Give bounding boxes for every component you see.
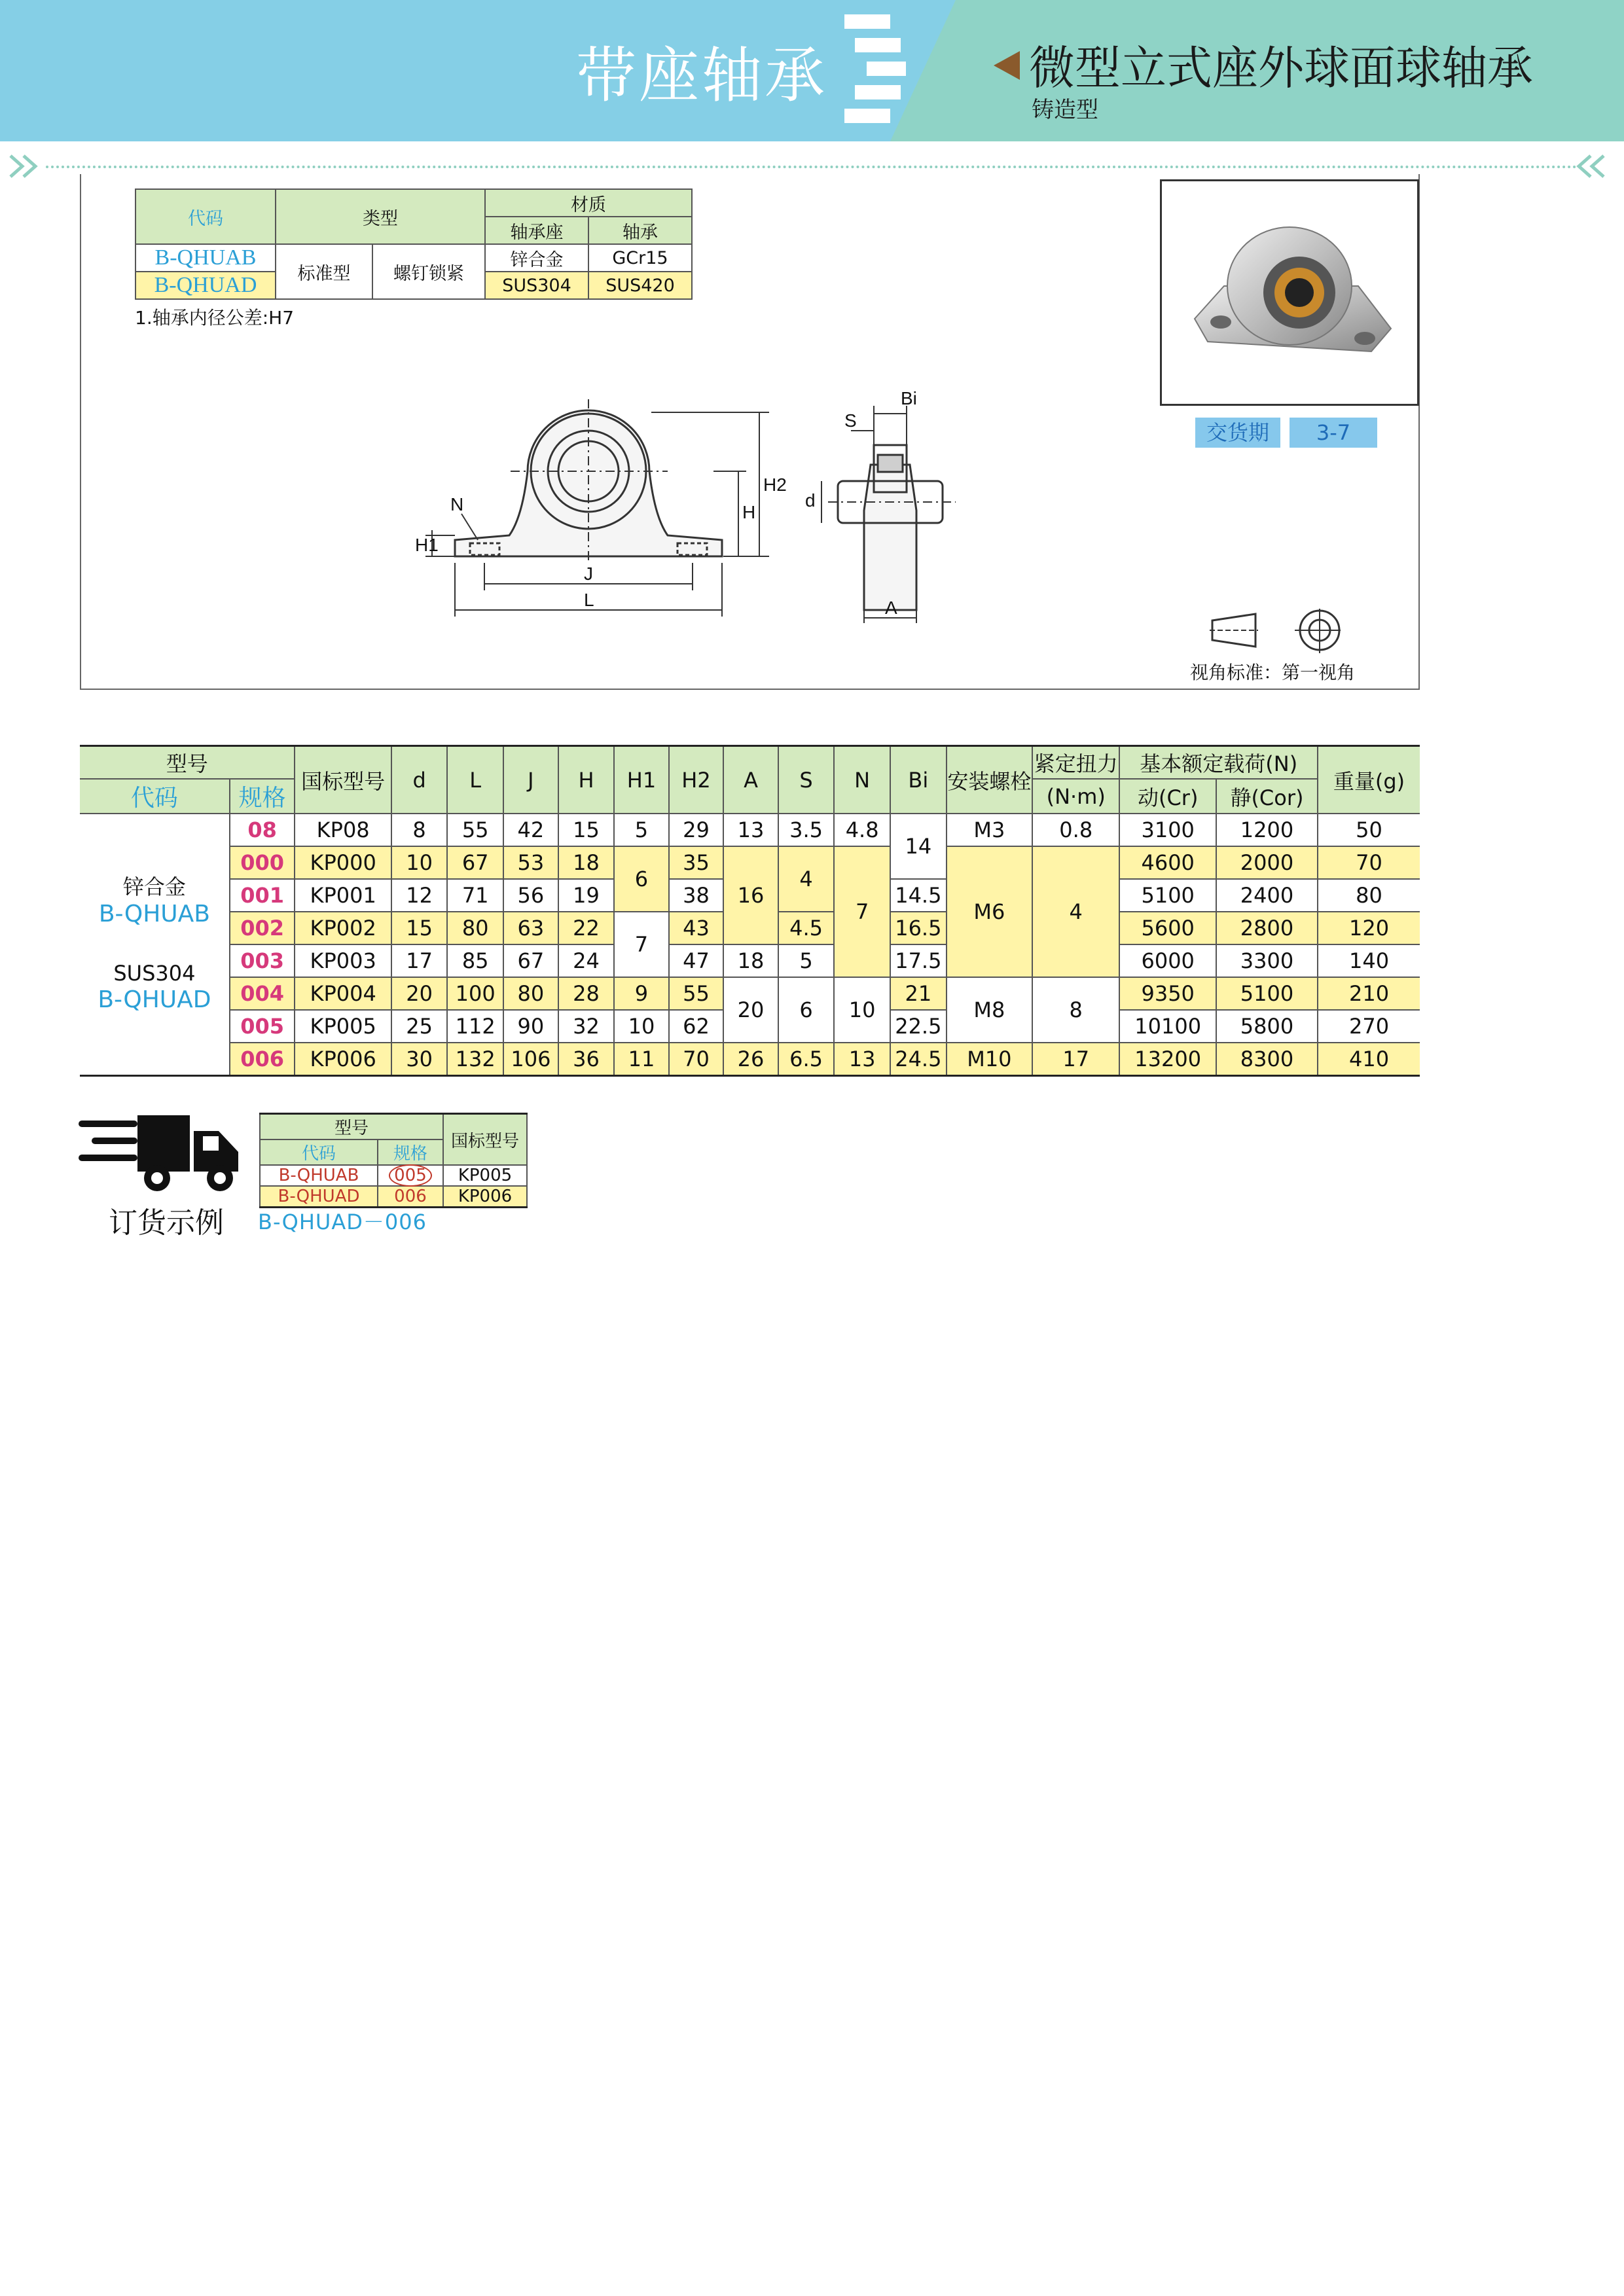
th-model: 型号 bbox=[80, 746, 295, 780]
cell-Bi: 21 bbox=[890, 977, 947, 1010]
order-gb-cell: KP006 bbox=[443, 1186, 527, 1208]
cell-J: 56 bbox=[503, 879, 558, 912]
cell-cor: 2400 bbox=[1216, 879, 1318, 912]
cell-L: 80 bbox=[447, 912, 503, 944]
cell-J: 63 bbox=[503, 912, 558, 944]
cell-J: 42 bbox=[503, 814, 558, 846]
dim-label-Bi: Bi bbox=[901, 388, 917, 408]
th-H1: H1 bbox=[614, 746, 669, 814]
order-code-cell: B-QHUAD bbox=[260, 1186, 378, 1208]
th-d: d bbox=[391, 746, 447, 814]
cell-H1: 11 bbox=[614, 1043, 669, 1076]
cell-gb: KP004 bbox=[295, 977, 391, 1010]
cell-cr: 5100 bbox=[1119, 879, 1216, 912]
cell-Bi: 14.5 bbox=[890, 879, 947, 912]
cell-H: 22 bbox=[558, 912, 614, 944]
double-chevron-right-icon bbox=[7, 152, 46, 181]
cell-cor: 2000 bbox=[1216, 846, 1318, 879]
cell-H: 32 bbox=[558, 1010, 614, 1043]
cell-size: 001 bbox=[230, 879, 295, 912]
dim-label-J: J bbox=[584, 564, 593, 584]
order-size-cell bbox=[378, 1165, 443, 1186]
group-material-zinc: 锌合金 bbox=[122, 874, 186, 900]
cell-L: 55 bbox=[447, 814, 503, 846]
cell-cr: 10100 bbox=[1119, 1010, 1216, 1043]
spec-header-code: 代码 bbox=[135, 189, 276, 244]
cell-torque: 8 bbox=[1032, 977, 1119, 1043]
order-size-selected: 005 bbox=[389, 1164, 432, 1187]
spec-type-standard: 标准型 bbox=[276, 244, 372, 299]
cell-bolt: M8 bbox=[947, 977, 1032, 1043]
first-angle-projection-icon bbox=[1210, 609, 1341, 655]
order-header-size: 规格 bbox=[378, 1139, 443, 1165]
cell-L: 132 bbox=[447, 1043, 503, 1076]
th-L: L bbox=[447, 746, 503, 814]
cell-weight: 410 bbox=[1318, 1043, 1420, 1076]
cell-A: 26 bbox=[723, 1043, 778, 1076]
th-size: 规格 bbox=[230, 779, 295, 814]
cell-H2: 35 bbox=[669, 846, 724, 879]
cell-S: 5 bbox=[778, 944, 835, 977]
order-size-cell: 006 bbox=[378, 1186, 443, 1208]
cell-torque: 17 bbox=[1032, 1043, 1119, 1076]
order-code-cell: B-QHUAB bbox=[260, 1165, 378, 1186]
cell-cor: 2800 bbox=[1216, 912, 1318, 944]
th-J: J bbox=[503, 746, 558, 814]
th-dyn: 动(Cr) bbox=[1119, 779, 1216, 814]
spec-code-cell: B-QHUAD bbox=[135, 272, 276, 299]
th-N: N bbox=[834, 746, 890, 814]
delivery-truck-icon bbox=[79, 1109, 242, 1194]
cell-gb: KP005 bbox=[295, 1010, 391, 1043]
cell-H2: 62 bbox=[669, 1010, 724, 1043]
order-header-model: 型号 bbox=[260, 1114, 443, 1140]
order-example-label: 订货示例 bbox=[109, 1206, 224, 1240]
cell-S: 6 bbox=[778, 977, 835, 1043]
cell-H2: 43 bbox=[669, 912, 724, 944]
cell-bolt: M10 bbox=[947, 1043, 1032, 1076]
cell-J: 53 bbox=[503, 846, 558, 879]
title-arrow-icon bbox=[994, 51, 1020, 80]
delivery-label: 交货期 bbox=[1195, 418, 1280, 448]
group-code-a: B-QHUAB bbox=[98, 900, 210, 927]
cell-A: 20 bbox=[723, 977, 778, 1043]
cell-A: 16 bbox=[723, 846, 778, 944]
th-H: H bbox=[558, 746, 614, 814]
th-load: 基本额定载荷(N) bbox=[1119, 746, 1318, 780]
spec-bearing-cell: GCr15 bbox=[588, 244, 692, 272]
dim-label-d: d bbox=[805, 490, 816, 511]
cell-size: 000 bbox=[230, 846, 295, 879]
cell-weight: 140 bbox=[1318, 944, 1420, 977]
cell-cr: 9350 bbox=[1119, 977, 1216, 1010]
cell-cor: 5100 bbox=[1216, 977, 1318, 1010]
dim-label-H: H bbox=[742, 502, 756, 522]
dim-label-L: L bbox=[584, 590, 594, 610]
dimension-drawing bbox=[393, 367, 1008, 628]
cell-H2: 47 bbox=[669, 944, 724, 977]
th-weight: 重量(g) bbox=[1318, 746, 1420, 814]
delivery-value: 3-7 bbox=[1290, 418, 1377, 448]
cell-weight: 120 bbox=[1318, 912, 1420, 944]
spec-housing-cell: SUS304 bbox=[485, 272, 588, 299]
cell-H1: 9 bbox=[614, 977, 669, 1010]
spec-header-bearing: 轴承 bbox=[588, 217, 692, 244]
cell-size: 006 bbox=[230, 1043, 295, 1076]
cell-H: 24 bbox=[558, 944, 614, 977]
page-title: 微型立式座外球面球轴承 bbox=[1029, 41, 1533, 95]
cell-A: 13 bbox=[723, 814, 778, 846]
cell-N: 7 bbox=[834, 846, 890, 977]
order-header-gb: 国标型号 bbox=[443, 1114, 527, 1166]
cell-size: 08 bbox=[230, 814, 295, 846]
th-A: A bbox=[723, 746, 778, 814]
order-gb-cell: KP005 bbox=[443, 1165, 527, 1186]
cell-H1: 7 bbox=[614, 912, 669, 977]
dim-label-N: N bbox=[450, 494, 464, 514]
th-Bi: Bi bbox=[890, 746, 947, 814]
cell-L: 85 bbox=[447, 944, 503, 977]
cell-Bi: 17.5 bbox=[890, 944, 947, 977]
cell-H: 18 bbox=[558, 846, 614, 879]
cell-H1: 6 bbox=[614, 846, 669, 912]
cell-H2: 29 bbox=[669, 814, 724, 846]
cell-cr: 4600 bbox=[1119, 846, 1216, 879]
cell-Bi: 16.5 bbox=[890, 912, 947, 944]
th-stat: 静(Cor) bbox=[1216, 779, 1318, 814]
cell-A: 18 bbox=[723, 944, 778, 977]
spec-header-material: 材质 bbox=[485, 189, 692, 217]
cell-cr: 3100 bbox=[1119, 814, 1216, 846]
cell-size: 002 bbox=[230, 912, 295, 944]
cell-J: 106 bbox=[503, 1043, 558, 1076]
cell-S: 4 bbox=[778, 846, 835, 912]
cell-gb: KP08 bbox=[295, 814, 391, 846]
cell-cor: 1200 bbox=[1216, 814, 1318, 846]
cell-H: 15 bbox=[558, 814, 614, 846]
spec-note: 1.轴承内径公差:H7 bbox=[135, 307, 295, 329]
cell-d: 17 bbox=[391, 944, 447, 977]
th-torque: 紧定扭力 bbox=[1032, 746, 1119, 780]
th-H2: H2 bbox=[669, 746, 724, 814]
spec-header-housing: 轴承座 bbox=[485, 217, 588, 244]
cell-Bi: 14 bbox=[890, 814, 947, 879]
cell-d: 15 bbox=[391, 912, 447, 944]
cell-torque: 0.8 bbox=[1032, 814, 1119, 846]
cell-S: 3.5 bbox=[778, 814, 835, 846]
cell-weight: 70 bbox=[1318, 846, 1420, 879]
cell-cr: 6000 bbox=[1119, 944, 1216, 977]
cell-weight: 50 bbox=[1318, 814, 1420, 846]
cell-J: 67 bbox=[503, 944, 558, 977]
dim-label-H2: H2 bbox=[763, 475, 787, 495]
cell-size: 005 bbox=[230, 1010, 295, 1043]
cell-L: 67 bbox=[447, 846, 503, 879]
th-code: 代码 bbox=[80, 779, 230, 814]
spec-type-lock: 螺钉锁紧 bbox=[372, 244, 485, 299]
cell-H2: 38 bbox=[669, 879, 724, 912]
double-chevron-left-icon bbox=[1568, 152, 1608, 181]
cell-J: 90 bbox=[503, 1010, 558, 1043]
cell-cor: 3300 bbox=[1216, 944, 1318, 977]
cell-H1: 10 bbox=[614, 1010, 669, 1043]
group-cell bbox=[80, 814, 230, 1076]
cell-gb: KP002 bbox=[295, 912, 391, 944]
group-code-d: B-QHUAD bbox=[98, 986, 211, 1014]
cell-L: 100 bbox=[447, 977, 503, 1010]
cell-L: 71 bbox=[447, 879, 503, 912]
spec-table bbox=[135, 188, 693, 300]
cell-cr: 13200 bbox=[1119, 1043, 1216, 1076]
view-standard: 视角标准：第一视角 bbox=[1190, 662, 1356, 683]
cell-H: 19 bbox=[558, 879, 614, 912]
cell-cor: 5800 bbox=[1216, 1010, 1318, 1043]
spec-header-type: 类型 bbox=[276, 189, 485, 244]
dimension-table bbox=[80, 745, 1420, 1077]
cell-torque: 4 bbox=[1032, 846, 1119, 977]
product-photo bbox=[1160, 179, 1419, 406]
spec-code-cell: B-QHUAB bbox=[135, 244, 276, 272]
spec-housing-cell: 锌合金 bbox=[485, 244, 588, 272]
spec-bearing-cell: SUS420 bbox=[588, 272, 692, 299]
cell-size: 004 bbox=[230, 977, 295, 1010]
header-stripes bbox=[844, 0, 956, 141]
dim-label-A: A bbox=[885, 598, 897, 618]
cell-S: 6.5 bbox=[778, 1043, 835, 1076]
cell-J: 80 bbox=[503, 977, 558, 1010]
cell-d: 30 bbox=[391, 1043, 447, 1076]
cell-d: 12 bbox=[391, 879, 447, 912]
cell-Bi: 22.5 bbox=[890, 1010, 947, 1043]
cell-Bi: 24.5 bbox=[890, 1043, 947, 1076]
order-header-code: 代码 bbox=[260, 1139, 378, 1165]
cell-gb: KP001 bbox=[295, 879, 391, 912]
cell-weight: 270 bbox=[1318, 1010, 1420, 1043]
divider-dotted bbox=[46, 166, 1578, 168]
th-torque-unit: (N·m) bbox=[1032, 779, 1119, 814]
cell-H2: 70 bbox=[669, 1043, 724, 1076]
cell-H: 28 bbox=[558, 977, 614, 1010]
cell-H1: 5 bbox=[614, 814, 669, 846]
cell-bolt: M6 bbox=[947, 846, 1032, 977]
th-gb: 国标型号 bbox=[295, 746, 391, 814]
cell-N: 13 bbox=[834, 1043, 890, 1076]
group-material-sus: SUS304 bbox=[113, 961, 196, 986]
cell-cr: 5600 bbox=[1119, 912, 1216, 944]
cell-cor: 8300 bbox=[1216, 1043, 1318, 1076]
cell-L: 112 bbox=[447, 1010, 503, 1043]
cell-weight: 210 bbox=[1318, 977, 1420, 1010]
dim-label-S: S bbox=[844, 410, 857, 431]
cell-gb: KP003 bbox=[295, 944, 391, 977]
cell-gb: KP006 bbox=[295, 1043, 391, 1076]
cell-S: 4.5 bbox=[778, 912, 835, 944]
cell-N: 10 bbox=[834, 977, 890, 1043]
cell-weight: 80 bbox=[1318, 879, 1420, 912]
cell-d: 25 bbox=[391, 1010, 447, 1043]
cell-bolt: M3 bbox=[947, 814, 1032, 846]
dim-label-H1: H1 bbox=[415, 535, 439, 555]
th-S: S bbox=[778, 746, 835, 814]
order-table bbox=[259, 1113, 528, 1208]
cell-d: 10 bbox=[391, 846, 447, 879]
cell-d: 20 bbox=[391, 977, 447, 1010]
cell-N: 4.8 bbox=[834, 814, 890, 846]
cell-H: 36 bbox=[558, 1043, 614, 1076]
cell-d: 8 bbox=[391, 814, 447, 846]
category-title: 带座轴承 bbox=[576, 41, 828, 111]
pillow-block-bearing-image bbox=[1162, 181, 1417, 404]
cell-size: 003 bbox=[230, 944, 295, 977]
order-example-code: B-QHUAD－006 bbox=[258, 1210, 427, 1234]
th-bolt: 安装螺栓 bbox=[947, 746, 1032, 814]
cell-gb: KP000 bbox=[295, 846, 391, 879]
cell-H2: 55 bbox=[669, 977, 724, 1010]
page-subtitle: 铸造型 bbox=[1032, 97, 1098, 123]
